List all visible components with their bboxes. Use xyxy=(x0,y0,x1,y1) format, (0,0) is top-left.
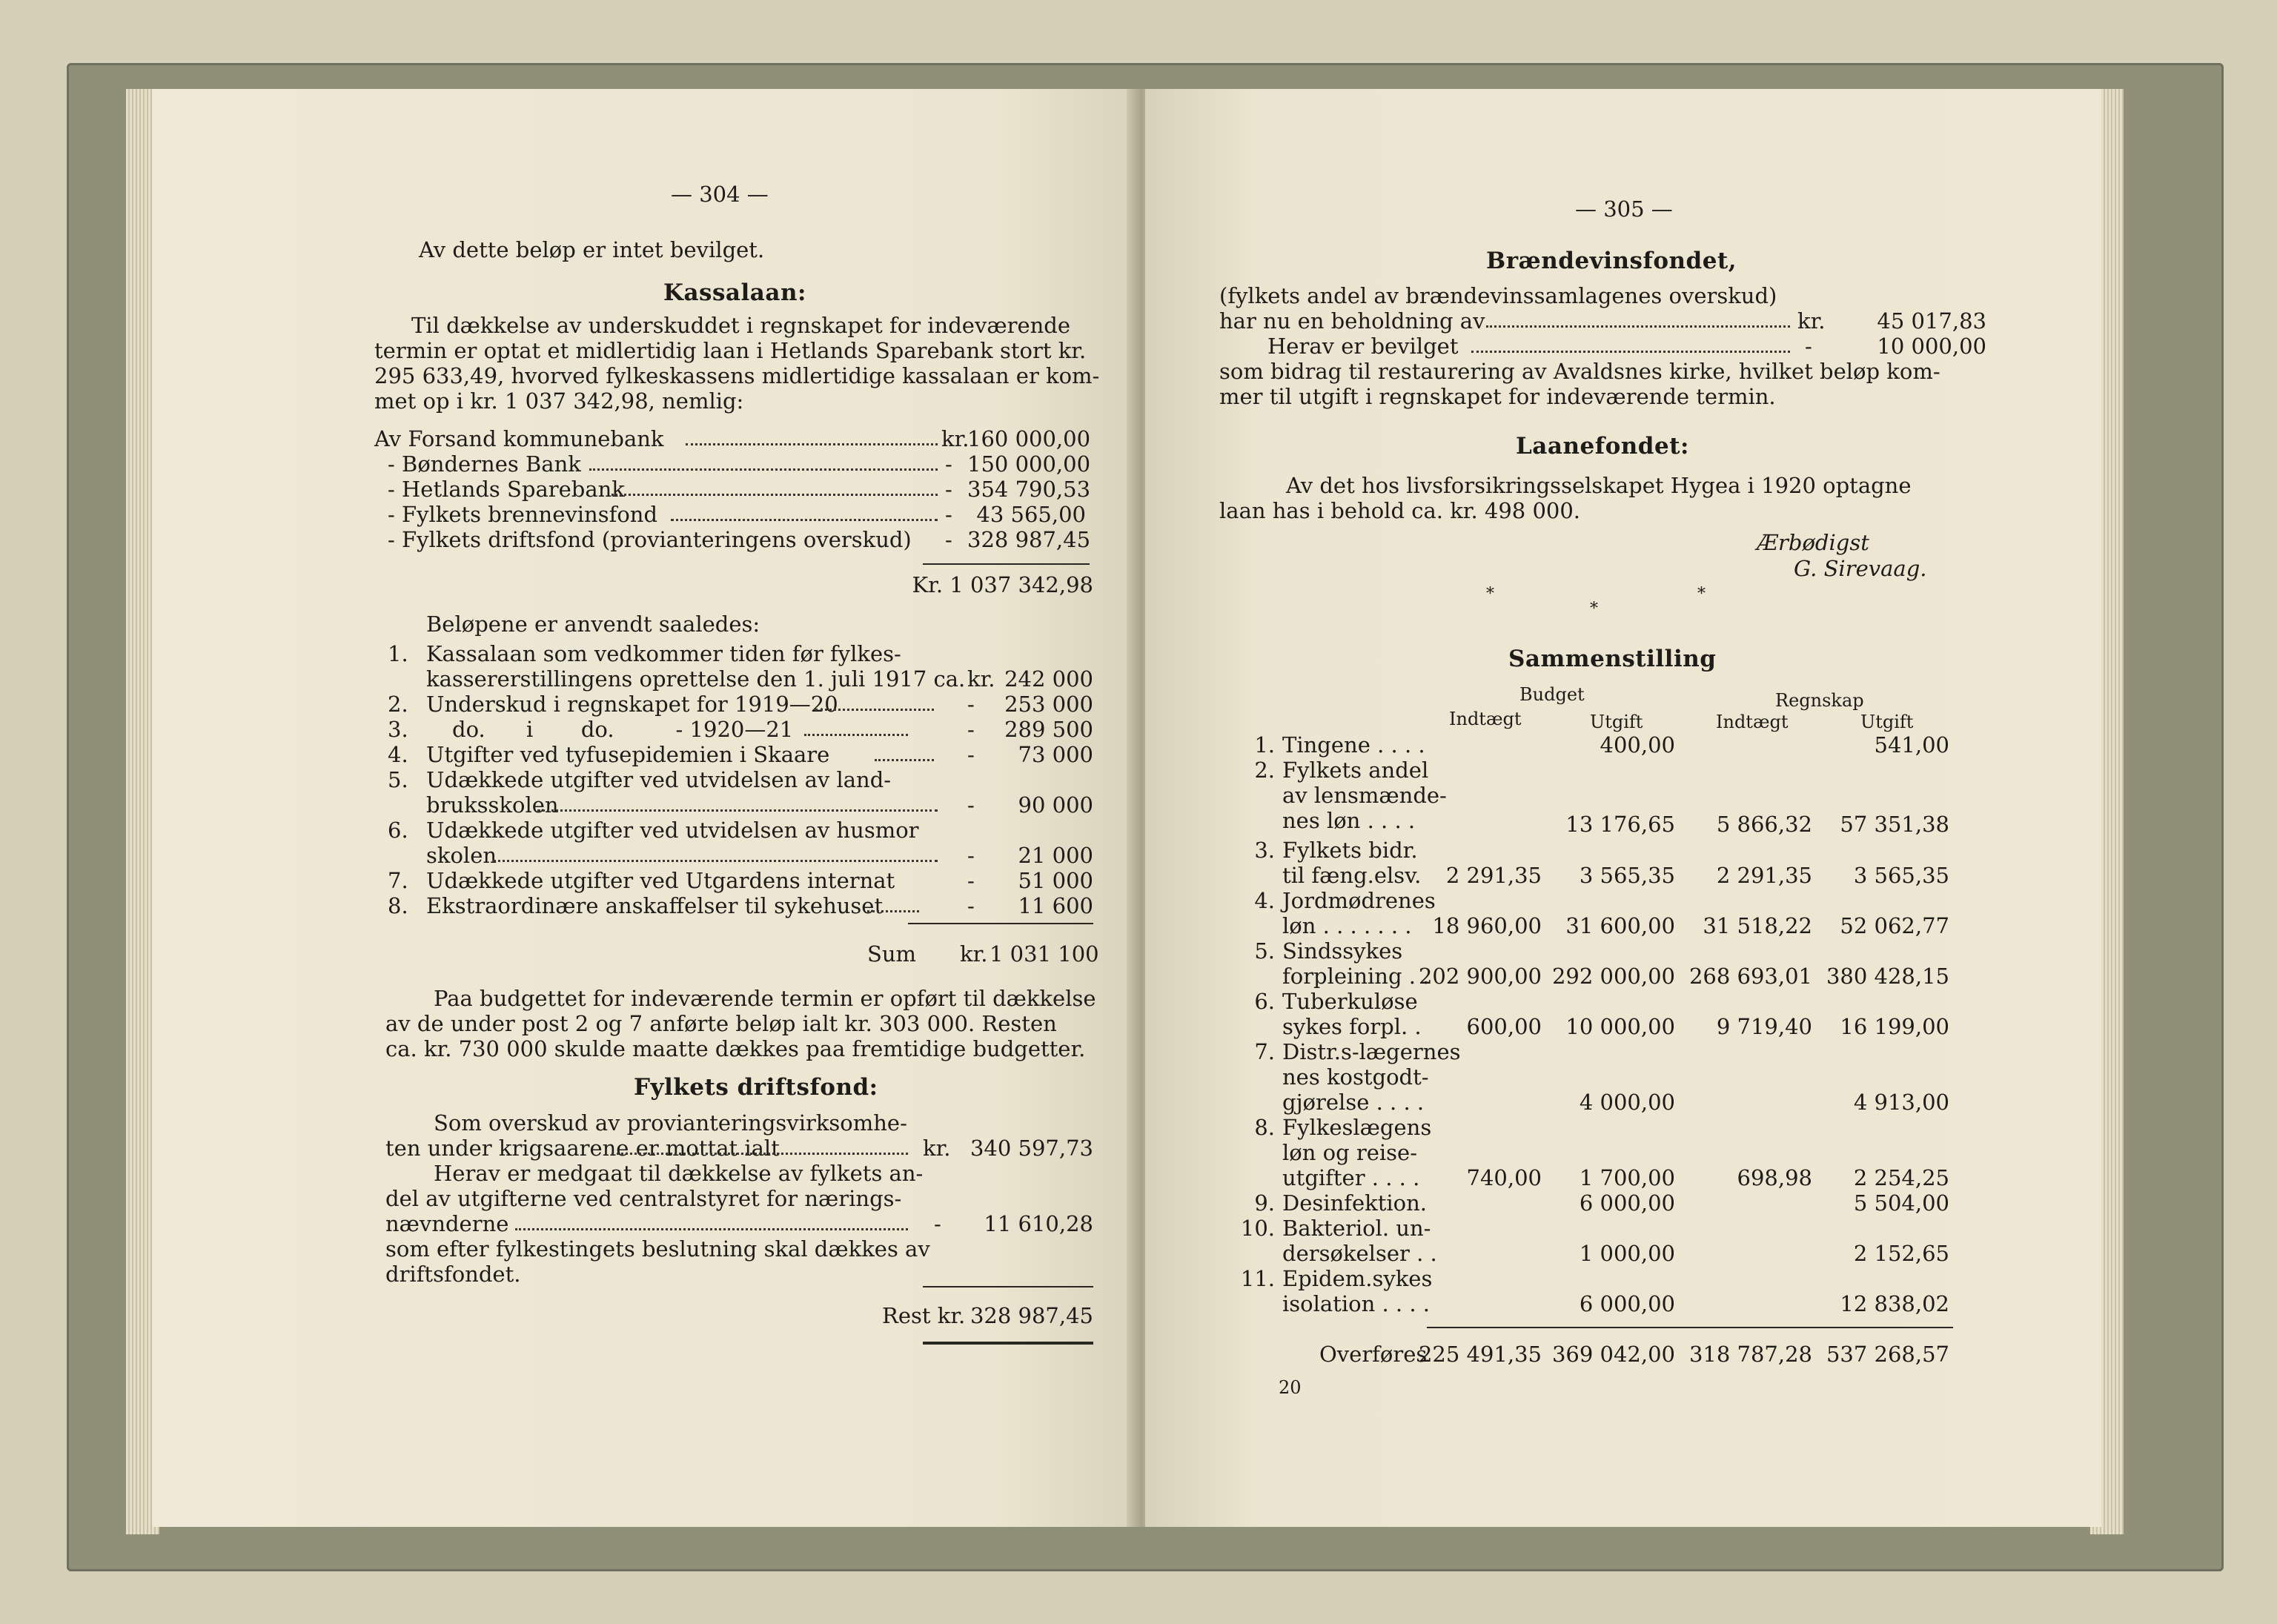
regnskap-utgift: 16 199,00 xyxy=(1840,1014,1949,1039)
regnskap-utgift: 3 565,35 xyxy=(1853,863,1949,888)
loan-label: Av Forsand kommunebank xyxy=(374,426,664,451)
regnskap-indtaegt: 5 866,32 xyxy=(1716,812,1812,837)
budget-indtaegt: 600,00 xyxy=(1466,1014,1542,1039)
dot-leader xyxy=(867,910,919,912)
regnskap-indtaegt: 9 719,40 xyxy=(1716,1014,1812,1039)
row-label: Epidem.sykes xyxy=(1282,1266,1433,1291)
loan-currency: - xyxy=(945,527,952,552)
budget-indtaegt: 202 900,00 xyxy=(1418,964,1542,989)
col-header-utgift: Utgift xyxy=(1590,712,1643,732)
row-label: Sindssykes xyxy=(1282,938,1403,964)
budget-utgift: 10 000,00 xyxy=(1565,1014,1675,1039)
use-text: Udækkede utgifter ved Utgardens internat xyxy=(426,868,895,893)
budget-indtaegt: 740,00 xyxy=(1466,1165,1542,1190)
budget-utgift: 400,00 xyxy=(1600,732,1675,758)
use-text: Udækkede utgifter ved utvidelsen av husmor xyxy=(426,818,919,843)
total-budget-indtaegt: 225 491,35 xyxy=(1418,1342,1542,1367)
sammenstilling-heading: Sammenstilling xyxy=(1508,646,1717,672)
page-number: — 304 — xyxy=(671,182,769,207)
use-text: Udækkede utgifter ved utvidelsen av land- xyxy=(426,767,892,792)
paragraph-line: ca. kr. 730 000 skulde maatte dækkes paa fremtidige budgetter. xyxy=(385,1036,1086,1061)
paragraph-line: nævnderne xyxy=(385,1211,509,1236)
rest-label: Rest kr. xyxy=(882,1303,966,1328)
use-amount: 51 000 xyxy=(1018,868,1093,893)
paragraph-line: Paa budgettet for indeværende termin er opført til dækkelse xyxy=(434,986,1096,1011)
laanefond-heading: Laanefondet: xyxy=(1516,433,1689,460)
row-label: av lensmænde- xyxy=(1282,783,1447,808)
sum-rule xyxy=(923,1286,1093,1287)
paragraph-line: som bidrag til restaurering av Avaldsnes kirke, hvilket beløp kom- xyxy=(1219,359,1940,384)
use-currency: - xyxy=(967,843,975,868)
uses-intro: Beløpene er anvendt saaledes: xyxy=(426,612,760,637)
total-regnskap-utgift: 537 268,57 xyxy=(1826,1342,1949,1367)
row-label: løn . . . . . . . xyxy=(1282,913,1412,938)
row-label: Desinfektion. xyxy=(1282,1190,1427,1216)
amount: 45 017,83 xyxy=(1877,308,1986,334)
use-number: 3. xyxy=(388,717,408,742)
regnskap-indtaegt: 268 693,01 xyxy=(1688,964,1812,989)
use-text: Utgifter ved tyfusepidemien i Skaare xyxy=(426,742,830,767)
currency: - xyxy=(1805,334,1812,359)
budget-utgift: 4 000,00 xyxy=(1579,1090,1675,1115)
row-label: isolation . . . . xyxy=(1282,1291,1430,1316)
sum-rule xyxy=(908,923,1093,924)
dot-leader xyxy=(1471,351,1790,353)
regnskap-utgift: 12 838,02 xyxy=(1840,1291,1949,1316)
use-number: 2. xyxy=(388,692,408,717)
paragraph-line: (fylkets andel av brændevinssamlagenes overskud) xyxy=(1219,283,1777,308)
budget-utgift: 3 565,35 xyxy=(1579,863,1675,888)
loan-currency: - xyxy=(945,502,952,527)
loan-label: - Fylkets driftsfond (provianteringens overskud) xyxy=(388,527,912,552)
page-number: — 305 — xyxy=(1575,196,1673,222)
paragraph-line: del av utgifterne ved centralstyret for nærings- xyxy=(385,1186,902,1211)
paragraph-line: ten under krigsaarene er mottat ialt xyxy=(385,1136,780,1161)
dot-leader xyxy=(686,443,938,445)
regnskap-utgift: 57 351,38 xyxy=(1840,812,1949,837)
budget-indtaegt: 2 291,35 xyxy=(1445,863,1542,888)
regnskap-utgift: 4 913,00 xyxy=(1853,1090,1949,1115)
row-number: 3. xyxy=(1254,838,1275,863)
use-amount: 253 000 xyxy=(1004,692,1093,717)
loan-label: - Fylkets brennevinsfond xyxy=(388,502,658,527)
use-number: 6. xyxy=(388,818,408,843)
brandevin-heading: Brændevinsfondet, xyxy=(1486,248,1737,274)
use-amount: 90 000 xyxy=(1018,792,1093,818)
use-currency: - xyxy=(967,692,975,717)
row-number: 9. xyxy=(1254,1190,1275,1216)
star-ornament: * xyxy=(1590,600,1598,618)
right-page xyxy=(1145,89,2101,1527)
star-ornament: * xyxy=(1697,585,1706,603)
paragraph-line: Herav er bevilget xyxy=(1267,334,1459,359)
row-label: nes kostgodt- xyxy=(1282,1064,1429,1090)
star-ornament: * xyxy=(1486,585,1494,603)
use-amount: 289 500 xyxy=(1004,717,1093,742)
row-label: Fylkets andel xyxy=(1282,758,1429,783)
budget-utgift: 1 000,00 xyxy=(1579,1241,1675,1266)
regnskap-utgift: 52 062,77 xyxy=(1840,913,1949,938)
use-currency: - xyxy=(967,792,975,818)
signature: G. Sirevaag. xyxy=(1794,556,1927,581)
row-label: Tuberkuløse xyxy=(1282,989,1418,1014)
dot-leader xyxy=(1486,325,1790,328)
paragraph-line: driftsfondet. xyxy=(385,1262,521,1287)
use-currency: - xyxy=(967,742,975,767)
left-page xyxy=(152,89,1138,1527)
currency: kr. xyxy=(1797,308,1826,334)
row-number: 4. xyxy=(1254,888,1275,913)
kassalaan-heading: Kassalaan: xyxy=(663,279,806,306)
dot-leader xyxy=(611,494,938,496)
use-text: bruksskolen xyxy=(426,792,559,818)
row-label: Bakteriol. un- xyxy=(1282,1216,1431,1241)
amount: 11 610,28 xyxy=(984,1211,1093,1236)
paragraph-line: mer til utgift i regnskapet for indeværende termin. xyxy=(1219,384,1776,409)
loan-amount: 354 790,53 xyxy=(967,477,1091,502)
currency: - xyxy=(934,1211,941,1236)
use-currency: kr. xyxy=(967,666,995,692)
use-amount: 21 000 xyxy=(1018,843,1093,868)
regnskap-indtaegt: 698,98 xyxy=(1737,1165,1812,1190)
loan-currency: - xyxy=(945,451,952,477)
budget-indtaegt: 18 960,00 xyxy=(1432,913,1542,938)
row-label: gjørelse . . . . xyxy=(1282,1090,1425,1115)
loans-total: Kr. 1 037 342,98 xyxy=(912,572,1093,597)
loan-label: - Bøndernes Bank xyxy=(388,451,581,477)
paragraph-line: laan has i behold ca. kr. 498 000. xyxy=(1219,498,1581,523)
loan-currency: - xyxy=(945,477,952,502)
regnskap-utgift: 541,00 xyxy=(1874,732,1949,758)
dot-leader xyxy=(804,734,908,736)
use-currency: - xyxy=(967,717,975,742)
regnskap-indtaegt: 31 518,22 xyxy=(1703,913,1812,938)
use-amount: 242 000 xyxy=(1004,666,1093,692)
row-label: Distr.s-lægernes xyxy=(1282,1039,1461,1064)
paragraph-line: 295 633,49, hvorved fylkeskassens midlertidige kassalaan er kom- xyxy=(374,363,1100,388)
budget-utgift: 6 000,00 xyxy=(1579,1291,1675,1316)
row-label: forpleining . . xyxy=(1282,964,1430,989)
use-number: 4. xyxy=(388,742,408,767)
loan-amount: 328 987,45 xyxy=(967,527,1091,552)
row-label: Jordmødrenes xyxy=(1282,888,1436,913)
use-text: kassererstillingens oprettelse den 1. juli 1917 ca. xyxy=(426,666,966,692)
budget-utgift: 13 176,65 xyxy=(1565,812,1675,837)
paragraph-line: termin er optat et midlertidig laan i Hetlands Sparebank stort kr. xyxy=(374,338,1087,363)
row-label: til fæng.elsv. xyxy=(1282,863,1422,888)
loan-amount: 150 000,00 xyxy=(967,451,1091,477)
dot-leader xyxy=(611,1153,908,1155)
use-text: Underskud i regnskapet for 1919—20 xyxy=(426,692,838,717)
row-label: nes løn . . . . xyxy=(1282,808,1416,833)
total-budget-utgift: 369 042,00 xyxy=(1551,1342,1675,1367)
use-number: 8. xyxy=(388,893,408,918)
dot-leader xyxy=(875,759,934,761)
row-label: utgifter . . . . xyxy=(1282,1165,1420,1190)
use-number: 7. xyxy=(388,868,408,893)
use-currency: - xyxy=(967,893,975,918)
sum-amount: 1 031 100 xyxy=(990,941,1099,967)
paragraph-line: Som overskud av provianteringsvirksomhe- xyxy=(434,1110,907,1136)
use-text: do. i do. - 1920—21 xyxy=(452,717,794,742)
dot-leader xyxy=(515,1228,908,1230)
sum-currency: kr. xyxy=(960,941,988,967)
use-number: 5. xyxy=(388,767,408,792)
row-label: sykes forpl. . xyxy=(1282,1014,1422,1039)
group-header-regnskap: Regnskap xyxy=(1775,690,1864,711)
row-label: Fylkets bidr. xyxy=(1282,838,1418,863)
row-label: Fylkeslægens xyxy=(1282,1115,1432,1140)
col-header-utgift: Utgift xyxy=(1860,712,1914,732)
use-amount: 11 600 xyxy=(1018,893,1093,918)
row-number: 5. xyxy=(1254,938,1275,964)
use-number: 1. xyxy=(388,641,408,666)
regnskap-utgift: 380 428,15 xyxy=(1826,964,1949,989)
use-text: Ekstraordinære anskaffelser til sykehuset xyxy=(426,893,884,918)
sum-label: Sum xyxy=(867,941,917,967)
use-amount: 73 000 xyxy=(1018,742,1093,767)
row-label: dersøkelser . . xyxy=(1282,1241,1437,1266)
total-label: Overføres xyxy=(1319,1342,1428,1367)
currency: kr. xyxy=(923,1136,951,1161)
loan-label: - Hetlands Sparebank xyxy=(388,477,625,502)
amount: 10 000,00 xyxy=(1877,334,1986,359)
budget-utgift: 292 000,00 xyxy=(1551,964,1675,989)
row-label: Tingene . . . . xyxy=(1282,732,1425,758)
use-text: Kassalaan som vedkommer tiden før fylkes- xyxy=(426,641,901,666)
regnskap-utgift: 5 504,00 xyxy=(1853,1190,1949,1216)
paragraph-line: som efter fylkestingets beslutning skal dækkes av xyxy=(385,1236,930,1262)
paragraph-line: av de under post 2 og 7 anførte beløp ialt kr. 303 000. Resten xyxy=(385,1011,1057,1036)
use-text: skolen xyxy=(426,843,497,868)
sum-rule xyxy=(923,563,1090,565)
row-label: løn og reise- xyxy=(1282,1140,1418,1165)
amount: 340 597,73 xyxy=(970,1136,1093,1161)
driftsfond-heading: Fylkets driftsfond: xyxy=(634,1074,878,1101)
regnskap-utgift: 2 152,65 xyxy=(1853,1241,1949,1266)
dot-leader xyxy=(589,468,938,471)
total-regnskap-indtaegt: 318 787,28 xyxy=(1688,1342,1812,1367)
regnskap-utgift: 2 254,25 xyxy=(1853,1165,1949,1190)
intro-text: Av dette beløp er intet bevilget. xyxy=(419,237,765,262)
paragraph-line: met op i kr. 1 037 342,98, nemlig: xyxy=(374,388,744,414)
closing-text: Ærbødigst xyxy=(1757,530,1869,555)
budget-utgift: 31 600,00 xyxy=(1565,913,1675,938)
paragraph-line: Til dækkelse av underskuddet i regnskapet for indeværende xyxy=(411,313,1071,338)
paragraph-line: Av det hos livsforsikringsselskapet Hygea i 1920 optagne xyxy=(1286,473,1912,498)
col-header-indtaegt: Indtægt xyxy=(1716,712,1789,732)
row-number: 10. xyxy=(1240,1216,1275,1241)
row-number: 1. xyxy=(1254,732,1275,758)
rest-amount: 328 987,45 xyxy=(970,1303,1093,1328)
row-number: 7. xyxy=(1254,1039,1275,1064)
total-rule xyxy=(1427,1327,1953,1328)
loan-amount: 43 565,00 xyxy=(976,502,1086,527)
loan-amount: 160 000,00 xyxy=(967,426,1091,451)
budget-utgift: 6 000,00 xyxy=(1579,1190,1675,1216)
dot-leader xyxy=(537,809,938,812)
group-header-budget: Budget xyxy=(1519,684,1585,705)
row-number: 6. xyxy=(1254,989,1275,1014)
paragraph-line: har nu en beholdning av xyxy=(1219,308,1485,334)
use-currency: - xyxy=(967,868,975,893)
budget-utgift: 1 700,00 xyxy=(1579,1165,1675,1190)
col-header-indtaegt: Indtægt xyxy=(1449,709,1522,729)
dot-leader xyxy=(671,519,938,521)
dot-leader xyxy=(493,860,938,862)
regnskap-indtaegt: 2 291,35 xyxy=(1716,863,1812,888)
dot-leader xyxy=(815,709,934,711)
row-number: 8. xyxy=(1254,1115,1275,1140)
row-number: 2. xyxy=(1254,758,1275,783)
double-rule xyxy=(923,1342,1093,1345)
row-number: 11. xyxy=(1240,1266,1275,1291)
loan-currency: kr. xyxy=(941,426,970,451)
signature-mark: 20 xyxy=(1279,1377,1302,1398)
paragraph-line: Herav er medgaat til dækkelse av fylkets an- xyxy=(434,1161,924,1186)
